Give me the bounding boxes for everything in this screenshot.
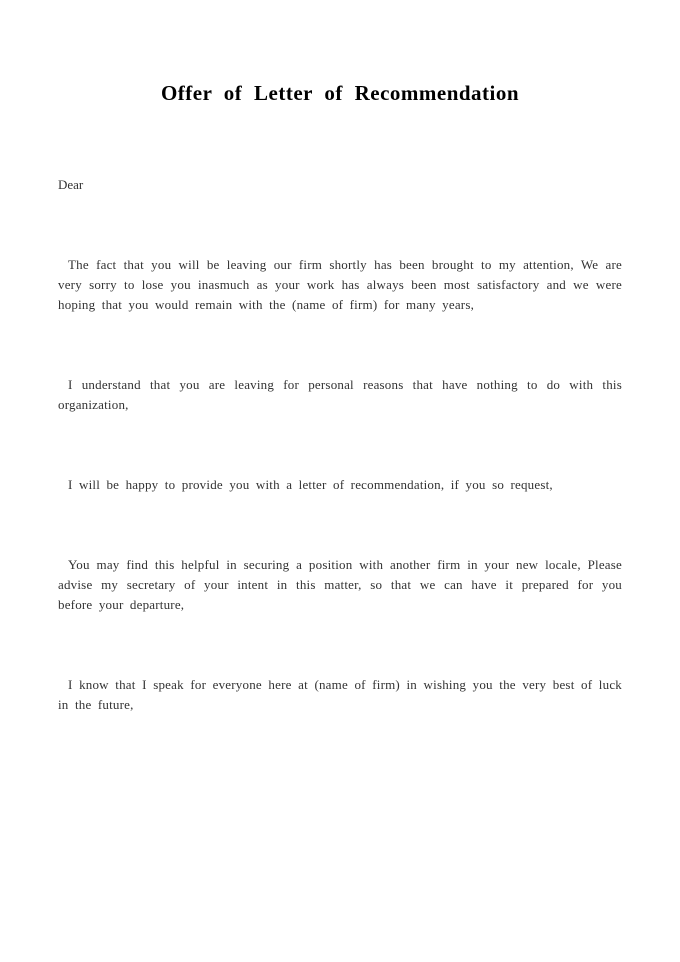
letter-paragraph-1: The fact that you will be leaving our firm shortly has been brought to my attention, We are very sorry to lose you inasmuch as your work has always been most satisfactory and we were hoping that you would remain with the (name of firm) for many years, — [58, 257, 622, 312]
letter-paragraph-4: You may find this helpful in securing a position with another firm in your new locale, Please advise my secretary of your intent in this matter, so that we can have it prepared for you before your departure, — [58, 557, 622, 612]
letter-paragraph-2: I understand that you are leaving for personal reasons that have nothing to do with this organization, — [58, 377, 622, 412]
letter-title: Offer of Letter of Recommendation — [160, 81, 520, 105]
letter-paragraph-3: I will be happy to provide you with a letter of recommendation, if you so request, — [68, 477, 553, 492]
letter-paragraph-5: I know that I speak for everyone here at (name of firm) in wishing you the very best of luck in the future, — [58, 677, 622, 712]
salutation: Dear — [58, 177, 84, 192]
